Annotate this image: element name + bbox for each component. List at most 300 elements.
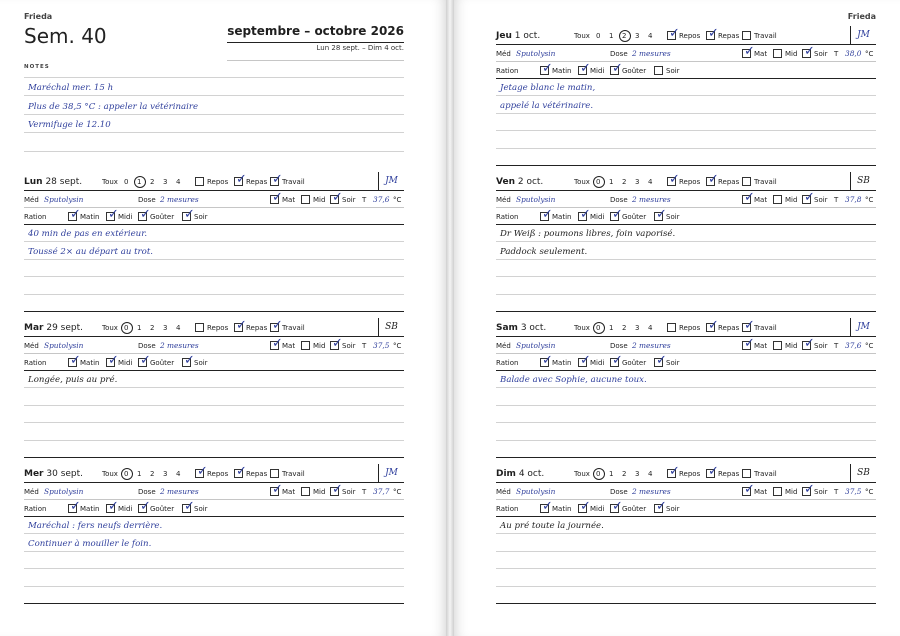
med-mat-checkbox[interactable] <box>742 336 755 351</box>
day-note-line[interactable] <box>24 552 404 569</box>
day-note-line[interactable] <box>496 260 876 277</box>
repos-label: Repos <box>207 470 229 478</box>
cough-selected-circle <box>593 322 605 334</box>
day-note-text: Balade avec Sophie, aucune toux. <box>500 375 647 386</box>
day-note-line[interactable] <box>496 388 876 405</box>
ration-midi-checkbox[interactable] <box>106 207 119 222</box>
day-date: 3 oct. <box>520 323 547 333</box>
repos-label: Repos <box>679 470 701 478</box>
ration-midi-checkbox[interactable] <box>578 207 591 222</box>
ration-matin-checkbox[interactable] <box>68 207 81 222</box>
date-range-sub: Lun 28 sept. – Dim 4 oct. <box>227 44 404 61</box>
ration-soir2-checkbox[interactable] <box>654 353 667 368</box>
cough-level-1[interactable]: 1 <box>137 470 142 478</box>
ration-label: Ration <box>496 213 519 221</box>
med-name[interactable]: Sputolysin <box>44 341 84 350</box>
temp-unit: °C <box>393 488 402 496</box>
day-block-4 <box>496 172 876 312</box>
medication-row <box>496 45 876 62</box>
day-note-line[interactable] <box>496 114 876 131</box>
ration-gouter-label: Goûter <box>150 359 175 367</box>
day-note-line[interactable] <box>24 242 404 259</box>
temp-unit: °C <box>393 196 402 204</box>
cough-level-2[interactable]: 2 <box>622 178 627 186</box>
caretaker-initials[interactable]: SB <box>378 318 404 337</box>
dose-label: Dose <box>138 196 156 204</box>
travail-checkbox[interactable] <box>742 177 751 186</box>
dose-value[interactable]: 2 mesures <box>632 195 671 204</box>
med-mat-checkbox[interactable] <box>742 190 755 205</box>
cough-level-2[interactable]: 2 <box>150 324 155 332</box>
checkmark-icon: ✓ <box>184 499 195 514</box>
travail-label: Travail <box>282 178 305 186</box>
repos-checkbox[interactable] <box>195 464 208 479</box>
cough-level-3[interactable]: 3 <box>635 324 640 332</box>
temp-label: T <box>362 342 367 350</box>
checkmark-icon: ✓ <box>744 44 755 59</box>
day-note-line[interactable] <box>24 587 404 604</box>
notes-label: NOTES <box>24 60 404 78</box>
cough-level-1[interactable]: 1 <box>609 470 614 478</box>
day-note-line[interactable] <box>24 406 404 423</box>
med-mat-checkbox[interactable] <box>270 482 283 497</box>
travail-label: Travail <box>754 470 777 478</box>
ration-matin-label: Matin <box>552 213 572 221</box>
medication-row <box>24 337 404 354</box>
temp-label: T <box>362 488 367 496</box>
cough-level-4[interactable]: 4 <box>648 32 653 40</box>
day-header-row <box>496 172 876 191</box>
caretaker-initials[interactable]: SB <box>850 172 876 191</box>
cough-level-0[interactable]: 0 <box>596 324 601 332</box>
checkmark-icon: ✓ <box>332 482 343 497</box>
cough-level-1[interactable]: 1 <box>137 178 142 186</box>
dose-value[interactable]: 2 mesures <box>632 487 671 496</box>
cough-level-4[interactable]: 4 <box>648 470 653 478</box>
ration-midi-checkbox[interactable] <box>106 353 119 368</box>
cough-level-1[interactable]: 1 <box>609 178 614 186</box>
ration-midi-checkbox[interactable] <box>578 353 591 368</box>
repos-checkbox[interactable] <box>667 26 680 41</box>
note-line[interactable] <box>24 115 404 133</box>
ration-soir2-label: Soir <box>666 359 680 367</box>
day-note-line[interactable] <box>24 260 404 277</box>
checkmark-icon: ✓ <box>140 353 151 368</box>
ration-gouter-label: Goûter <box>622 67 647 75</box>
med-label: Méd <box>24 342 39 350</box>
med-soir-checkbox[interactable] <box>802 336 815 351</box>
cough-level-0[interactable]: 0 <box>124 470 129 478</box>
checkmark-icon: ✓ <box>197 464 208 479</box>
cough-level-3[interactable]: 3 <box>163 178 168 186</box>
day-note-line[interactable] <box>496 569 876 586</box>
med-mid-checkbox[interactable] <box>301 195 310 204</box>
temp-unit: °C <box>865 50 874 58</box>
day-name: Sam <box>496 323 518 333</box>
ration-midi-checkbox[interactable] <box>106 499 119 514</box>
med-soir-checkbox[interactable] <box>802 44 815 59</box>
day-note-line[interactable] <box>496 587 876 604</box>
checkmark-icon: ✓ <box>184 207 195 222</box>
day-note-line[interactable] <box>496 371 876 388</box>
cough-level-4[interactable]: 4 <box>648 178 653 186</box>
spine <box>446 0 454 636</box>
ration-soir2-label: Soir <box>194 213 208 221</box>
repas-checkbox[interactable] <box>234 172 247 187</box>
ration-gouter-checkbox[interactable] <box>138 499 151 514</box>
med-name[interactable]: Sputolysin <box>516 487 556 496</box>
travail-checkbox[interactable] <box>742 318 755 333</box>
checkmark-icon: ✓ <box>542 353 553 368</box>
checkmark-icon: ✓ <box>542 207 553 222</box>
checkmark-icon: ✓ <box>612 61 623 76</box>
medication-row <box>24 483 404 500</box>
note-line[interactable] <box>24 133 404 151</box>
ration-matin-checkbox[interactable] <box>540 61 553 76</box>
cough-level-1[interactable]: 1 <box>609 32 614 40</box>
med-mid-checkbox[interactable] <box>773 49 782 58</box>
ration-soir2-label: Soir <box>666 67 680 75</box>
ration-soir2-checkbox[interactable] <box>654 66 663 75</box>
travail-label: Travail <box>754 32 777 40</box>
checkmark-icon: ✓ <box>708 172 719 187</box>
day-block-1 <box>24 318 404 458</box>
day-note-line[interactable] <box>24 441 404 458</box>
medication-row <box>496 483 876 500</box>
med-soir-checkbox[interactable] <box>802 482 815 497</box>
ration-matin-checkbox[interactable] <box>68 353 81 368</box>
checkmark-icon: ✓ <box>708 464 719 479</box>
repas-checkbox[interactable] <box>706 26 719 41</box>
cough-level-2[interactable]: 2 <box>150 470 155 478</box>
cough-level-4[interactable]: 4 <box>176 178 181 186</box>
soir-label: Soir <box>342 488 356 496</box>
ration-soir2-checkbox[interactable] <box>182 353 195 368</box>
day-label <box>496 469 544 479</box>
med-mat-checkbox[interactable] <box>742 44 755 59</box>
day-note-line[interactable] <box>24 277 404 294</box>
repos-checkbox[interactable] <box>195 177 204 186</box>
day-note-line[interactable] <box>496 79 876 96</box>
day-note-line[interactable] <box>24 569 404 586</box>
ration-matin-label: Matin <box>80 213 100 221</box>
repas-checkbox[interactable] <box>706 318 719 333</box>
ration-soir2-checkbox[interactable] <box>654 207 667 222</box>
repos-label: Repos <box>679 32 701 40</box>
travail-checkbox[interactable] <box>270 318 283 333</box>
temp-label: T <box>834 196 839 204</box>
cough-level-2[interactable]: 2 <box>622 324 627 332</box>
med-mat-checkbox[interactable] <box>270 336 283 351</box>
cough-selected-circle <box>121 322 133 334</box>
note-line[interactable] <box>24 78 404 96</box>
day-note-line[interactable] <box>496 131 876 148</box>
cough-label: Toux <box>574 470 590 478</box>
temperature-value[interactable]: 37,8 <box>845 195 862 204</box>
temperature-value[interactable]: 37,6 <box>373 195 390 204</box>
cough-level-0[interactable]: 0 <box>124 178 129 186</box>
med-name[interactable]: Sputolysin <box>516 49 556 58</box>
ration-matin-checkbox[interactable] <box>540 353 553 368</box>
repas-label: Repas <box>246 178 268 186</box>
day-note-text: Toussé 2× au départ au trot. <box>28 246 154 257</box>
repas-checkbox[interactable] <box>234 318 247 333</box>
checkmark-icon: ✓ <box>744 482 755 497</box>
checkmark-icon: ✓ <box>236 464 247 479</box>
day-note-line[interactable] <box>24 423 404 440</box>
caretaker-initials[interactable]: JM <box>378 464 404 483</box>
cough-level-2[interactable]: 2 <box>622 470 627 478</box>
cough-level-3[interactable]: 3 <box>635 470 640 478</box>
ration-label: Ration <box>24 213 47 221</box>
ration-gouter-checkbox[interactable] <box>138 207 151 222</box>
day-label <box>24 177 82 187</box>
cough-level-3[interactable]: 3 <box>635 178 640 186</box>
ration-gouter-checkbox[interactable] <box>610 353 623 368</box>
day-block-3 <box>496 26 876 166</box>
cough-level-1[interactable]: 1 <box>137 324 142 332</box>
med-name[interactable]: Sputolysin <box>516 341 556 350</box>
dose-value[interactable]: 2 mesures <box>632 341 671 350</box>
ration-soir2-label: Soir <box>666 505 680 513</box>
travail-checkbox[interactable] <box>742 31 751 40</box>
dose-value[interactable]: 2 mesures <box>160 487 199 496</box>
cough-level-2[interactable]: 2 <box>622 32 627 40</box>
caretaker-initials[interactable]: JM <box>850 318 876 337</box>
ration-gouter-checkbox[interactable] <box>610 499 623 514</box>
checkmark-icon: ✓ <box>70 353 81 368</box>
cough-level-4[interactable]: 4 <box>176 324 181 332</box>
med-name[interactable]: Sputolysin <box>44 195 84 204</box>
med-name[interactable]: Sputolysin <box>516 195 556 204</box>
travail-checkbox[interactable] <box>742 469 751 478</box>
checkmark-icon: ✓ <box>272 190 283 205</box>
ration-midi-checkbox[interactable] <box>578 61 591 76</box>
day-block-0 <box>24 172 404 312</box>
day-note-line[interactable] <box>496 406 876 423</box>
day-note-text: Continuer à mouiller le foin. <box>28 538 152 549</box>
med-mid-checkbox[interactable] <box>773 195 782 204</box>
ration-gouter-checkbox[interactable] <box>610 207 623 222</box>
day-note-line[interactable] <box>24 295 404 312</box>
temp-label: T <box>834 342 839 350</box>
ration-soir2-checkbox[interactable] <box>182 499 195 514</box>
repos-checkbox[interactable] <box>667 172 680 187</box>
ration-gouter-checkbox[interactable] <box>610 61 623 76</box>
temperature-value[interactable]: 37,6 <box>845 341 862 350</box>
ration-soir2-checkbox[interactable] <box>654 499 667 514</box>
repas-label: Repas <box>718 178 740 186</box>
cough-level-0[interactable]: 0 <box>596 178 601 186</box>
day-header-row <box>496 26 876 45</box>
caretaker-initials[interactable]: JM <box>378 172 404 191</box>
day-note-line[interactable] <box>24 388 404 405</box>
cough-level-0[interactable]: 0 <box>596 32 601 40</box>
checkmark-icon: ✓ <box>804 482 815 497</box>
day-note-line[interactable] <box>496 242 876 259</box>
soir-label: Soir <box>342 342 356 350</box>
travail-label: Travail <box>282 470 305 478</box>
day-note-line[interactable] <box>496 277 876 294</box>
cough-level-3[interactable]: 3 <box>635 32 640 40</box>
day-header-row <box>496 464 876 483</box>
ration-midi-label: Midi <box>590 505 605 513</box>
left-page <box>0 0 446 636</box>
day-note-line[interactable] <box>24 371 404 388</box>
day-note-line[interactable] <box>496 552 876 569</box>
day-note-line[interactable] <box>496 149 876 166</box>
day-label <box>24 469 83 479</box>
mat-label: Mat <box>282 342 296 350</box>
mid-label: Mid <box>313 488 326 496</box>
ration-label: Ration <box>496 505 519 513</box>
repas-checkbox[interactable] <box>234 464 247 479</box>
dose-label: Dose <box>610 50 628 58</box>
cough-level-4[interactable]: 4 <box>648 324 653 332</box>
med-soir-checkbox[interactable] <box>330 482 343 497</box>
travail-label: Travail <box>282 324 305 332</box>
checkmark-icon: ✓ <box>804 190 815 205</box>
day-name: Dim <box>496 469 516 479</box>
ration-matin-checkbox[interactable] <box>68 499 81 514</box>
temp-label: T <box>834 488 839 496</box>
ration-soir2-label: Soir <box>194 505 208 513</box>
cough-level-2[interactable]: 2 <box>150 178 155 186</box>
day-block-6 <box>496 464 876 604</box>
day-note-text: Au pré toute la journée. <box>500 521 604 532</box>
cough-level-3[interactable]: 3 <box>163 324 168 332</box>
right-page <box>454 0 900 636</box>
checkmark-icon: ✓ <box>612 207 623 222</box>
checkmark-icon: ✓ <box>580 207 591 222</box>
day-note-line[interactable] <box>24 225 404 242</box>
med-soir-checkbox[interactable] <box>330 336 343 351</box>
mat-label: Mat <box>754 488 768 496</box>
day-note-line[interactable] <box>496 225 876 242</box>
mat-label: Mat <box>282 196 296 204</box>
checkmark-icon: ✓ <box>236 318 247 333</box>
temperature-value[interactable]: 37,7 <box>373 487 390 496</box>
med-mid-checkbox[interactable] <box>301 487 310 496</box>
ration-matin-checkbox[interactable] <box>540 499 553 514</box>
day-label <box>496 177 543 187</box>
checkmark-icon: ✓ <box>656 499 667 514</box>
repos-label: Repos <box>207 178 229 186</box>
cough-level-4[interactable]: 4 <box>176 470 181 478</box>
ration-gouter-checkbox[interactable] <box>138 353 151 368</box>
day-label <box>496 31 540 41</box>
checkmark-icon: ✓ <box>70 207 81 222</box>
checkmark-icon: ✓ <box>542 61 553 76</box>
checkmark-icon: ✓ <box>744 190 755 205</box>
day-note-line[interactable] <box>496 517 876 534</box>
temperature-value[interactable]: 37,5 <box>845 487 862 496</box>
dose-value[interactable]: 2 mesures <box>160 195 199 204</box>
note-line[interactable] <box>24 96 404 114</box>
date-range-title: septembre – octobre 2026 <box>227 24 404 43</box>
day-block-5 <box>496 318 876 458</box>
day-note-line[interactable] <box>496 534 876 551</box>
ration-gouter-label: Goûter <box>622 213 647 221</box>
day-note-line[interactable] <box>496 96 876 113</box>
day-name: Mar <box>24 323 44 333</box>
med-mat-checkbox[interactable] <box>270 190 283 205</box>
repos-checkbox[interactable] <box>195 323 204 332</box>
travail-label: Travail <box>754 324 777 332</box>
repas-checkbox[interactable] <box>706 464 719 479</box>
cough-selected-circle <box>593 176 605 188</box>
dose-label: Dose <box>138 488 156 496</box>
soir-label: Soir <box>814 50 828 58</box>
travail-checkbox[interactable] <box>270 469 279 478</box>
med-mid-checkbox[interactable] <box>301 341 310 350</box>
day-note-text: appelé la vétérinaire. <box>500 100 594 111</box>
dose-value[interactable]: 2 mesures <box>632 49 671 58</box>
ration-matin-label: Matin <box>80 359 100 367</box>
checkmark-icon: ✓ <box>708 26 719 41</box>
cough-level-1[interactable]: 1 <box>609 324 614 332</box>
cough-level-3[interactable]: 3 <box>163 470 168 478</box>
med-soir-checkbox[interactable] <box>330 190 343 205</box>
checkmark-icon: ✓ <box>108 353 119 368</box>
day-note-line[interactable] <box>496 295 876 312</box>
cough-level-0[interactable]: 0 <box>596 470 601 478</box>
dose-value[interactable]: 2 mesures <box>160 341 199 350</box>
cough-label: Toux <box>102 178 118 186</box>
checkmark-icon: ✓ <box>656 207 667 222</box>
day-note-line[interactable] <box>496 441 876 458</box>
ration-gouter-label: Goûter <box>150 505 175 513</box>
travail-checkbox[interactable] <box>270 172 283 187</box>
checkmark-icon: ✓ <box>612 353 623 368</box>
ration-midi-checkbox[interactable] <box>578 499 591 514</box>
checkmark-icon: ✓ <box>272 172 283 187</box>
repos-checkbox[interactable] <box>667 323 676 332</box>
checkmark-icon: ✓ <box>184 353 195 368</box>
day-note-line[interactable] <box>24 517 404 534</box>
mat-label: Mat <box>754 196 768 204</box>
repos-checkbox[interactable] <box>667 464 680 479</box>
med-name[interactable]: Sputolysin <box>44 487 84 496</box>
day-header-row <box>24 318 404 337</box>
day-note-text: Longée, puis au pré. <box>28 375 118 386</box>
med-mid-checkbox[interactable] <box>773 341 782 350</box>
temperature-value[interactable]: 38,0 <box>845 49 862 58</box>
day-note-line[interactable] <box>24 534 404 551</box>
ration-label: Ration <box>24 359 47 367</box>
repas-label: Repas <box>718 324 740 332</box>
temperature-value[interactable]: 37,5 <box>373 341 390 350</box>
mid-label: Mid <box>785 488 798 496</box>
ration-soir2-checkbox[interactable] <box>182 207 195 222</box>
checkmark-icon: ✓ <box>332 190 343 205</box>
caretaker-initials[interactable]: SB <box>850 464 876 483</box>
cough-level-0[interactable]: 0 <box>124 324 129 332</box>
med-mat-checkbox[interactable] <box>742 482 755 497</box>
cough-selected-circle <box>619 30 631 42</box>
caretaker-initials[interactable]: JM <box>850 26 876 45</box>
med-soir-checkbox[interactable] <box>802 190 815 205</box>
note-text: Maréchal mer. 15 h <box>28 83 114 94</box>
ration-matin-checkbox[interactable] <box>540 207 553 222</box>
ration-midi-label: Midi <box>118 505 133 513</box>
med-mid-checkbox[interactable] <box>773 487 782 496</box>
ration-gouter-label: Goûter <box>622 505 647 513</box>
day-note-line[interactable] <box>496 423 876 440</box>
cough-label: Toux <box>102 470 118 478</box>
repas-checkbox[interactable] <box>706 172 719 187</box>
dose-label: Dose <box>610 342 628 350</box>
